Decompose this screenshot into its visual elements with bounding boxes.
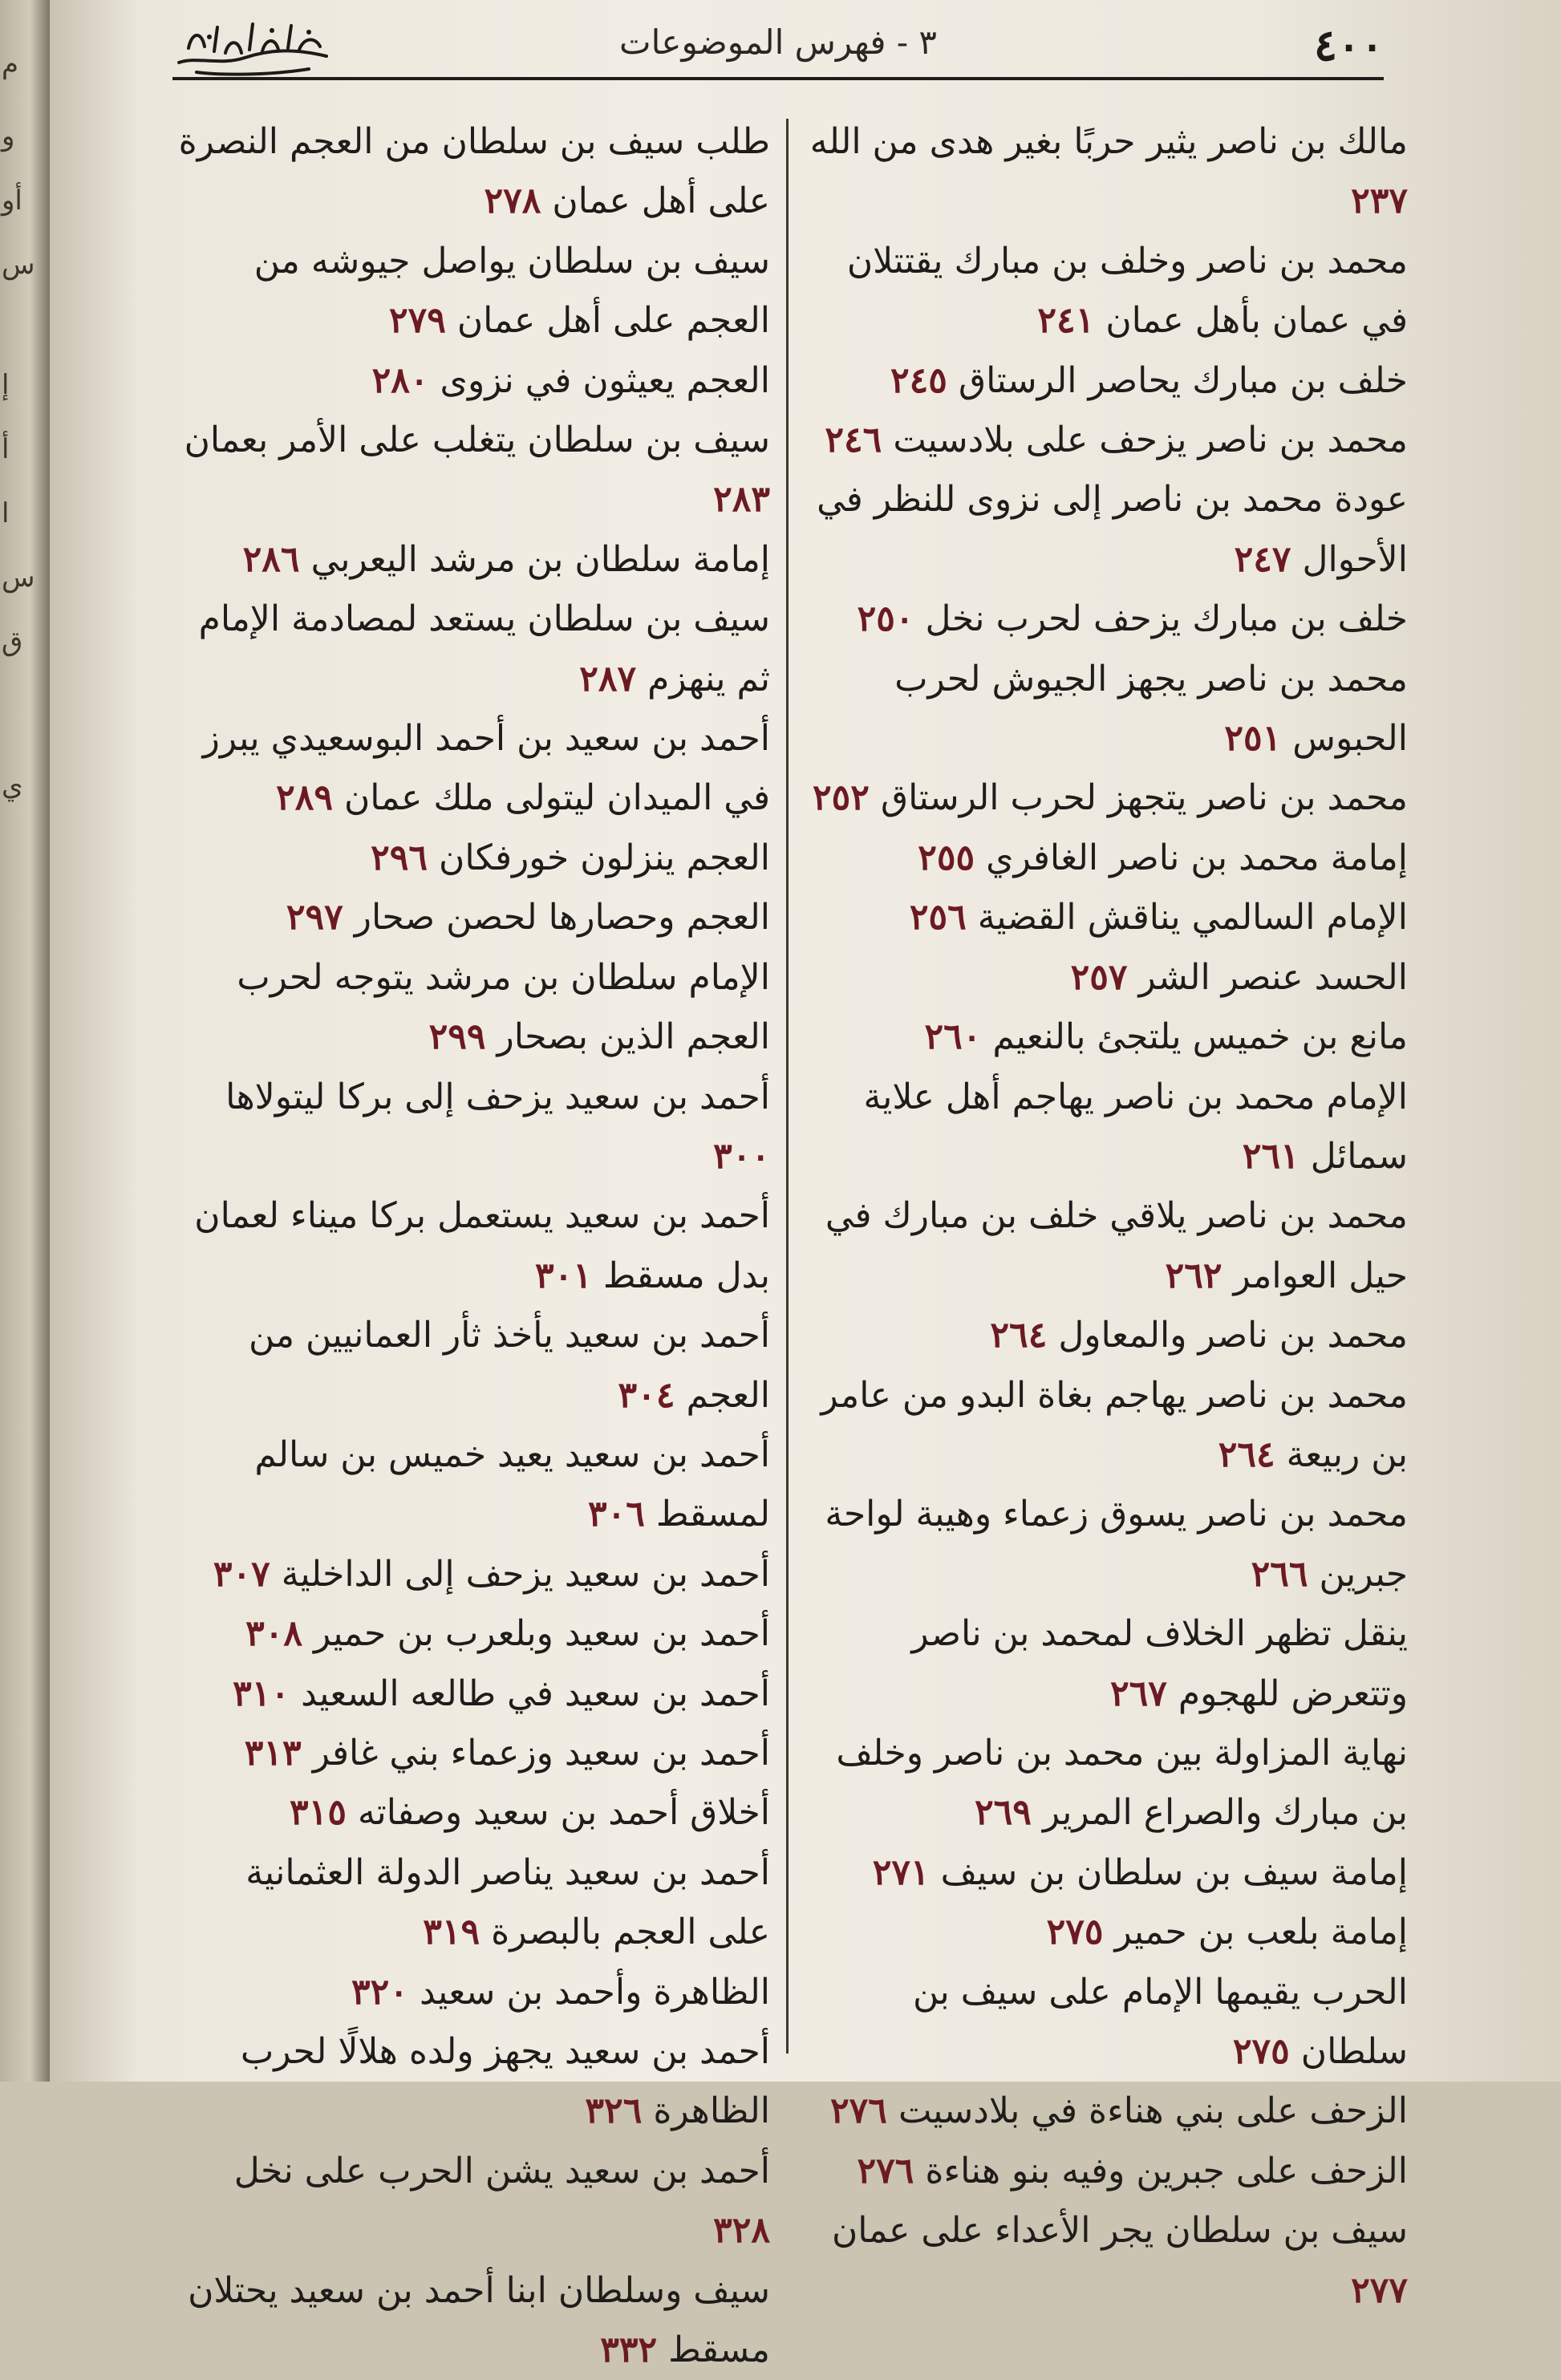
entry-page-number: ٢٧٥ — [1232, 2031, 1290, 2072]
entry-page-number: ٢٦٦ — [1251, 1553, 1308, 1595]
entry-page-number: ٢٦٤ — [990, 1315, 1048, 1356]
index-entry — [798, 1485, 1408, 1604]
gutter-fragment: ي — [2, 770, 23, 802]
entry-title: خلف بن مبارك يزحف لحرب نخل — [925, 598, 1408, 640]
entry-title: الإمام محمد بن ناصر يهاجم أهل علاية سمائل — [863, 1076, 1408, 1177]
index-entry — [172, 1843, 770, 1963]
index-entry — [798, 650, 1408, 769]
entry-title: ينقل تظهر الخلاف لمحمد بن ناصر وتتعرض للهجوم — [911, 1613, 1408, 1714]
index-entry — [798, 1068, 1408, 1187]
entry-title: نهاية المزاولة بين محمد بن ناصر وخلف بن مبارك والصراع المرير — [836, 1732, 1408, 1834]
index-entry — [798, 590, 1408, 649]
entry-title: أحمد بن سعيد بن أحمد البوسعيدي يبرز في الميدان ليتولى ملك عمان — [202, 718, 770, 819]
entry-page-number: ٢٤٥ — [890, 359, 947, 401]
index-entry — [172, 351, 770, 411]
entry-page-number: ٢٥٧ — [1070, 956, 1128, 998]
index-entry — [798, 112, 1408, 232]
entry-title: محمد بن ناصر يجهز الجيوش لحرب الحبوس — [894, 658, 1408, 760]
entry-page-number: ٣٢٦ — [585, 2090, 643, 2132]
entry-page-number: ٣٠٤ — [618, 1374, 675, 1416]
index-entry — [172, 709, 770, 829]
index-column-right — [798, 112, 1408, 2321]
entry-page-number: ٣١٥ — [290, 1792, 347, 1834]
entry-page-number: ٢٧٩ — [388, 300, 446, 342]
index-entry — [172, 1664, 770, 1724]
gutter-fragment: أ — [2, 433, 10, 465]
entry-page-number: ٢٥٥ — [918, 837, 975, 878]
entry-title: مانع بن خميس يلتجئ بالنعيم — [992, 1016, 1408, 1058]
entry-title: العجم وحصارها لحصن صحار — [354, 897, 770, 939]
entry-page-number: ٢٧٦ — [830, 2090, 887, 2132]
entry-title: الظاهرة وأحمد بن سعيد — [419, 1971, 770, 2013]
entry-page-number: ٣٠٦ — [587, 1494, 645, 1535]
entry-title: إمامة سيف بن سلطان بن سيف — [940, 1851, 1408, 1893]
entry-title: إمامة بلعب بن حمير — [1114, 1912, 1408, 1953]
entry-page-number: ٢٦١ — [1242, 1135, 1299, 1177]
index-entry — [172, 1306, 770, 1425]
entry-title: العجم ينزلون خورفكان — [439, 837, 770, 878]
entry-title: الزحف على بني هناءة في بلادسيت — [898, 2090, 1408, 2132]
entry-page-number: ٢٨٦ — [242, 538, 300, 580]
entry-page-number: ٢٥٦ — [909, 897, 967, 939]
entry-page-number: ٢٩٧ — [286, 897, 343, 939]
index-entry — [172, 530, 770, 590]
index-entry — [798, 829, 1408, 888]
entry-page-number: ٢٦٩ — [974, 1792, 1032, 1834]
entry-title: أخلاق أحمد بن سعيد وصفاته — [357, 1792, 770, 1834]
entry-title: محمد بن ناصر وخلف بن مبارك يقتتلان في عمان بأهل عمان — [846, 240, 1408, 342]
index-entry — [798, 1724, 1408, 1843]
index-entry — [798, 1186, 1408, 1306]
index-entry — [798, 1008, 1408, 1067]
index-entry — [172, 1604, 770, 1664]
entry-page-number: ٢٤١ — [1037, 300, 1095, 342]
entry-page-number: ٣٢٠ — [351, 1971, 408, 2013]
index-entry — [172, 829, 770, 888]
book-logo-calligraphy — [172, 16, 333, 79]
entry-title: أحمد بن سعيد وزعماء بني غافر — [312, 1732, 770, 1774]
entry-page-number: ٢٦٢ — [1165, 1255, 1222, 1296]
index-entry — [798, 470, 1408, 590]
index-entry — [172, 232, 770, 351]
entry-page-number: ٣١٩ — [423, 1912, 480, 1953]
entry-page-number: ٢٨٧ — [579, 658, 637, 699]
index-entry — [798, 888, 1408, 947]
index-entry — [798, 2201, 1408, 2321]
entry-page-number: ٣٠١ — [534, 1255, 592, 1296]
gutter-fragment: و — [2, 120, 15, 152]
index-entry — [172, 888, 770, 947]
gutter-fragment: م — [2, 48, 19, 80]
entry-page-number: ٣١٣ — [244, 1732, 302, 1774]
index-entry — [798, 2082, 1408, 2141]
entry-page-number: ٣٠٧ — [213, 1553, 270, 1595]
entry-title: أحمد بن سعيد يزحف إلى بركا ليتولاها — [225, 1076, 770, 1117]
gutter-fragment: ق — [2, 626, 23, 658]
gutter-fragment: س — [2, 249, 35, 281]
running-title: ٣ - فهرس الموضوعات — [619, 22, 937, 62]
entry-page-number: ٢٧٥ — [1046, 1912, 1104, 1953]
entry-page-number: ٢٦٤ — [1218, 1433, 1275, 1475]
entry-title: محمد بن ناصر والمعاول — [1058, 1315, 1408, 1356]
entry-page-number: ٢٤٦ — [825, 420, 882, 461]
facing-page-gutter — [0, 0, 50, 2082]
entry-page-number: ٢٧٧ — [1351, 2269, 1408, 2311]
entry-page-number: ٢٤٧ — [1234, 538, 1291, 580]
entry-title: أحمد بن سعيد وبلعرب بن حمير — [313, 1613, 770, 1655]
entry-page-number: ٣٣٢ — [600, 2329, 658, 2371]
page-header — [172, 16, 1384, 80]
column-divider — [786, 119, 789, 2054]
index-entry — [172, 1545, 770, 1604]
entry-title: محمد بن ناصر يسوق زعماء وهيبة لواحة جبرين — [825, 1494, 1408, 1595]
index-entry — [798, 1903, 1408, 1962]
entry-page-number: ٢٨٠ — [371, 359, 429, 401]
index-entry — [798, 948, 1408, 1008]
index-entry — [172, 1783, 770, 1843]
entry-page-number: ٣٠٠ — [713, 1135, 770, 1177]
entry-title: أحمد بن سعيد يناصر الدولة العثمانية على العجم بالبصرة — [245, 1851, 770, 1953]
index-entry — [172, 1724, 770, 1783]
entry-title: سيف بن سلطان يستعد لمصادمة الإمام ثم ينهزم — [198, 598, 770, 699]
entry-title: أحمد بن سعيد يشن الحرب على نخل — [233, 2150, 770, 2191]
entry-title: محمد بن ناصر يلاقي خلف بن مبارك في حيل العوامر — [825, 1195, 1408, 1296]
entry-title: عودة محمد بن ناصر إلى نزوى للنظر في الأحوال — [817, 479, 1408, 580]
index-entry — [172, 948, 770, 1068]
gutter-fragment: ا — [2, 497, 10, 529]
index-entry — [172, 1186, 770, 1306]
index-entry — [172, 411, 770, 530]
entry-page-number: ٢٧١ — [872, 1851, 930, 1893]
entry-title: محمد بن ناصر يزحف على بلادسيت — [893, 420, 1408, 461]
page-number: ٤٠٠ — [1313, 19, 1384, 71]
header-rule — [172, 77, 1384, 80]
index-entry — [172, 2022, 770, 2142]
entry-title: العجم يعيثون في نزوى — [440, 359, 770, 401]
index-entry — [172, 590, 770, 709]
entry-title: سيف بن سلطان يجر الأعداء على عمان — [831, 2210, 1408, 2252]
index-entry — [798, 1306, 1408, 1365]
index-entry — [798, 1604, 1408, 1724]
entry-page-number: ٢٥٢ — [813, 777, 870, 819]
index-entry — [798, 351, 1408, 411]
entry-title: الإمام سلطان بن مرشد يتوجه لحرب العجم الذين بصحار — [237, 956, 770, 1058]
entry-title: محمد بن ناصر يهاجم بغاة البدو من عامر بن ربيعة — [821, 1374, 1408, 1475]
entry-title: الحسد عنصر الشر — [1138, 956, 1408, 998]
entry-title: طلب سيف بن سلطان من العجم النصرة على أهل عمان — [178, 121, 770, 222]
entry-title: خلف بن مبارك يحاصر الرستاق — [958, 359, 1408, 401]
entry-page-number: ٢٩٩ — [428, 1016, 486, 1058]
entry-title: إمامة سلطان بن مرشد اليعربي — [310, 538, 770, 580]
entry-page-number: ٢٧٦ — [857, 2150, 914, 2191]
entry-title: سيف بن سلطان يتغلب على الأمر بعمان — [184, 420, 770, 461]
entry-page-number: ٢٦٧ — [1110, 1672, 1167, 1714]
index-entry — [798, 232, 1408, 351]
entry-title: سيف وسلطان ابنا أحمد بن سعيد يحتلان مسقط — [188, 2269, 770, 2371]
entry-title: الحرب يقيمها الإمام على سيف بن سلطان — [912, 1971, 1408, 2072]
entry-title: أحمد بن سعيد يستعمل بركا ميناء لعمان بدل مسقط — [194, 1195, 770, 1296]
index-entry — [798, 2142, 1408, 2201]
entry-page-number: ٣١٠ — [233, 1672, 290, 1714]
entry-title: الزحف على جبرين وفيه بنو هناءة — [925, 2150, 1408, 2191]
entry-title: إمامة محمد بن ناصر الغافري — [986, 837, 1408, 878]
entry-title: أحمد بن سعيد يأخذ ثأر العمانيين من العجم — [249, 1315, 770, 1416]
index-entry — [798, 1366, 1408, 1486]
index-entry — [172, 1425, 770, 1545]
entry-page-number: ٢٥١ — [1224, 718, 1282, 760]
entry-page-number: ٢٦٠ — [924, 1016, 982, 1058]
entry-title: أحمد بن سعيد يجهز ولده هلالًا لحرب الظاهرة — [240, 2031, 770, 2132]
entry-page-number: ٢٩٦ — [371, 837, 428, 878]
entry-title: أحمد بن سعيد يزحف إلى الداخلية — [281, 1553, 770, 1595]
entry-page-number: ٣٠٨ — [245, 1613, 302, 1655]
gutter-fragment: س — [2, 562, 35, 594]
entry-page-number: ٢٨٣ — [713, 479, 770, 521]
entry-page-number: ٢٧٨ — [484, 180, 541, 222]
entry-title: الإمام السالمي يناقش القضية — [977, 897, 1408, 939]
entry-page-number: ٢٨٩ — [276, 777, 333, 819]
index-column-left — [172, 112, 770, 2380]
index-entry — [798, 1843, 1408, 1903]
entry-page-number: ٣٢٨ — [713, 2210, 770, 2252]
entry-title: أحمد بن سعيد يعيد خميس بن سالم لمسقط — [254, 1433, 770, 1535]
gutter-fragment: إ — [2, 369, 10, 401]
entry-title: سيف بن سلطان يواصل جيوشه من العجم على أهل عمان — [253, 240, 770, 342]
entry-page-number: ٢٣٧ — [1351, 180, 1408, 222]
index-entry — [172, 1963, 770, 2022]
index-entry — [798, 411, 1408, 470]
index-entry — [172, 112, 770, 232]
index-entry — [798, 768, 1408, 828]
gutter-fragment: أو — [2, 184, 22, 217]
entry-title: محمد بن ناصر يتجهز لحرب الرستاق — [880, 777, 1408, 819]
index-entry — [172, 2142, 770, 2261]
entry-page-number: ٢٥٠ — [857, 598, 914, 640]
entry-title: أحمد بن سعيد في طالعه السعيد — [301, 1672, 770, 1714]
index-entry — [172, 2261, 770, 2380]
entry-title: مالك بن ناصر يثير حربًا بغير هدى من الله — [809, 121, 1408, 162]
index-entry — [172, 1068, 770, 1187]
index-entry — [798, 1963, 1408, 2082]
